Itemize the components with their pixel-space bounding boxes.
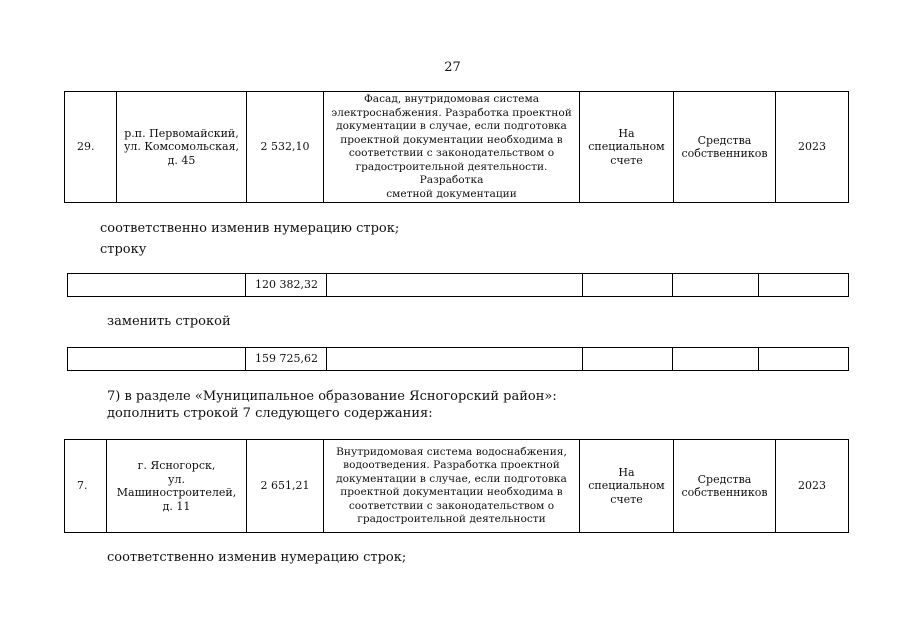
work-line: Фасад, внутридомовая система bbox=[363, 93, 540, 105]
address-cell bbox=[117, 92, 247, 203]
address-line: р.п. Первомайский, bbox=[124, 126, 239, 140]
address-line: д. 45 bbox=[167, 153, 196, 167]
empty-cell bbox=[583, 274, 673, 297]
work-line: сметной документации bbox=[386, 187, 517, 200]
funding-line: собственников bbox=[681, 486, 768, 499]
account-cell bbox=[580, 440, 674, 533]
work-line: градостроительной деятельности bbox=[357, 513, 546, 525]
address-cell bbox=[107, 440, 247, 533]
paragraph-row-label: строку bbox=[100, 242, 147, 257]
row-number: 29. bbox=[65, 92, 117, 203]
work-line: соответствии с законодательством о bbox=[348, 147, 555, 159]
empty-cell bbox=[759, 274, 849, 297]
work-line: проектной документации необходима в bbox=[340, 133, 563, 146]
account-line: На bbox=[618, 126, 635, 140]
amount-cell: 159 725,62 bbox=[246, 348, 327, 371]
work-line: соответствии с законодательством о bbox=[348, 499, 555, 512]
empty-cell bbox=[673, 348, 759, 371]
paragraph-renumber: соответственно изменив нумерацию строк; bbox=[100, 221, 400, 236]
account-line: специальном bbox=[588, 140, 665, 154]
empty-cell bbox=[673, 274, 759, 297]
paragraph-add-row: дополнить строкой 7 следующего содержания: bbox=[107, 406, 433, 421]
empty-cell bbox=[327, 274, 583, 297]
work-line: Внутридомовая система водоснабжения, bbox=[336, 445, 567, 458]
table-row-7 bbox=[64, 439, 849, 533]
address-line: ул. Машиностроителей, bbox=[116, 472, 237, 499]
table-row-total-new bbox=[67, 347, 849, 371]
paragraph-renumber-2: соответственно изменив нумерацию строк; bbox=[107, 550, 407, 565]
account-line: счете bbox=[610, 492, 643, 506]
funding-line: Средства bbox=[697, 472, 752, 486]
row-number: 7. bbox=[65, 440, 107, 533]
empty-cell bbox=[583, 348, 673, 371]
work-description-cell bbox=[324, 92, 580, 203]
year-cell: 2023 bbox=[776, 440, 849, 533]
empty-cell bbox=[68, 274, 246, 297]
year-cell: 2023 bbox=[776, 92, 849, 203]
work-line: электроснабжения. Разработка проектной bbox=[331, 106, 572, 119]
amount-cell: 2 651,21 bbox=[247, 440, 324, 533]
account-line: счете bbox=[610, 153, 643, 167]
work-line: градостроительной деятельности. Разработка bbox=[355, 160, 548, 186]
funding-cell bbox=[674, 440, 776, 533]
account-line: На bbox=[618, 465, 635, 479]
work-line: документации в случае, если подготовка bbox=[336, 120, 567, 132]
work-description-cell bbox=[324, 440, 580, 533]
funding-line: собственников bbox=[681, 147, 768, 160]
account-cell bbox=[580, 92, 674, 203]
work-line: проектной документации необходима в bbox=[340, 486, 563, 498]
empty-cell bbox=[759, 348, 849, 371]
funding-cell bbox=[674, 92, 776, 203]
address-line: ул. Комсомольская, bbox=[123, 140, 240, 154]
empty-cell bbox=[327, 348, 583, 371]
address-line: г. Ясногорск, bbox=[137, 459, 216, 472]
account-line: специальном bbox=[588, 479, 665, 493]
table-row-29 bbox=[64, 91, 849, 203]
page-number: 27 bbox=[444, 60, 461, 75]
paragraph-section: 7) в разделе «Муниципальное образование Ясногорский район»: bbox=[107, 389, 557, 404]
funding-line: Средства bbox=[697, 133, 752, 147]
table-row-total-old bbox=[67, 273, 849, 297]
work-line: документации в случае, если подготовка bbox=[336, 472, 567, 485]
work-line: водоотведения. Разработка проектной bbox=[343, 459, 560, 471]
amount-cell: 120 382,32 bbox=[246, 274, 327, 297]
paragraph-replace: заменить строкой bbox=[107, 314, 231, 329]
address-line: д. 11 bbox=[162, 499, 191, 513]
amount-cell: 2 532,10 bbox=[247, 92, 324, 203]
empty-cell bbox=[68, 348, 246, 371]
